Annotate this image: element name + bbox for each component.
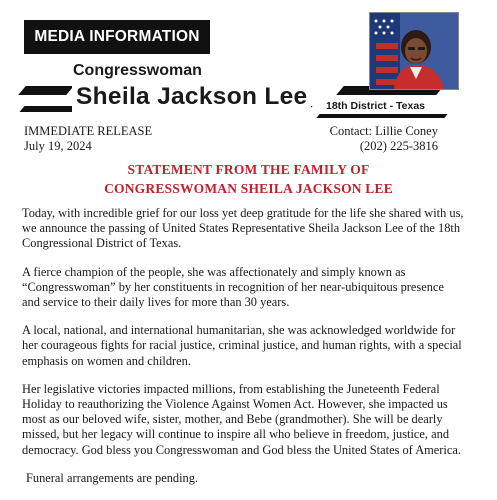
paragraph-line: Congressional District of Texas. (22, 236, 182, 251)
paragraph-2 (22, 265, 497, 311)
release-info (24, 124, 152, 154)
district-label: 18th District - Texas (326, 100, 426, 112)
media-information-label: MEDIA INFORMATION (34, 28, 200, 45)
funeral-note: Funeral arrangements are pending. (26, 470, 199, 485)
paragraph-3 (22, 323, 497, 369)
title-name: Sheila Jackson Lee (72, 82, 311, 112)
paragraph-line: we announce the passing of United States Representative Sheila Jackson Lee of the 18th (22, 221, 461, 236)
release-date: July 19, 2024 (24, 139, 92, 153)
paragraph-line: A local, national, and international humanitarian, she was acknowledged worldwide for (22, 323, 456, 338)
paragraph-line: A fierce champion of the people, she was affectionately and simply known as (22, 264, 406, 279)
paragraph-line: democracy. God bless you Congresswoman and God bless the United States of America. (22, 442, 461, 457)
contact-info (318, 124, 438, 154)
statement-heading-line1: STATEMENT FROM THE FAMILY OF (127, 162, 370, 177)
paragraph-line: Her legislative victories impacted millions, from establishing the Juneteenth Federal (22, 381, 440, 396)
paragraph-line: most as our beloved wife, sister, mother, and Bebe (grandmother). She will be dearly (22, 412, 443, 427)
portrait-photo (369, 12, 459, 90)
header-stripe-bottom-right (316, 114, 447, 118)
paragraph-line: her courageous fights for racial justice, criminal justice, and human rights, with a special (22, 338, 462, 353)
paragraph-line: and service to their daily lives for more than 30 years. (22, 295, 290, 310)
paragraph-line: missed, but her legacy will continue to inspire all who believe in freedom, justice, and (22, 427, 450, 442)
paragraph-line: Today, with incredible grief for our loss yet deep gratitude for the life she shared with us, (22, 206, 464, 220)
statement-heading-line2: CONGRESSWOMAN SHEILA JACKSON LEE (104, 181, 393, 196)
media-information-banner (24, 20, 210, 54)
statement-body (22, 206, 497, 499)
paragraph-line: emphasis on women and children. (22, 353, 191, 368)
paragraph-line: Holiday to reauthorizing the Violence Against Women Act. However, she impacted us (22, 397, 448, 412)
paragraph-1 (22, 206, 497, 252)
title-congresswoman: Congresswoman (73, 62, 202, 79)
statement-heading (0, 160, 497, 198)
contact-phone: (202) 225-3816 (359, 139, 438, 153)
footer-paragraph (22, 471, 497, 486)
paragraph-line: “Congresswoman” by her constituents in recognition of her near-ubiquitous presence (22, 279, 444, 294)
release-type: IMMEDIATE RELEASE (24, 124, 153, 138)
portrait-image (370, 13, 458, 89)
header-stripe-left (18, 86, 74, 95)
paragraph-4 (22, 382, 497, 458)
contact-name: Contact: Lillie Coney (329, 124, 438, 138)
